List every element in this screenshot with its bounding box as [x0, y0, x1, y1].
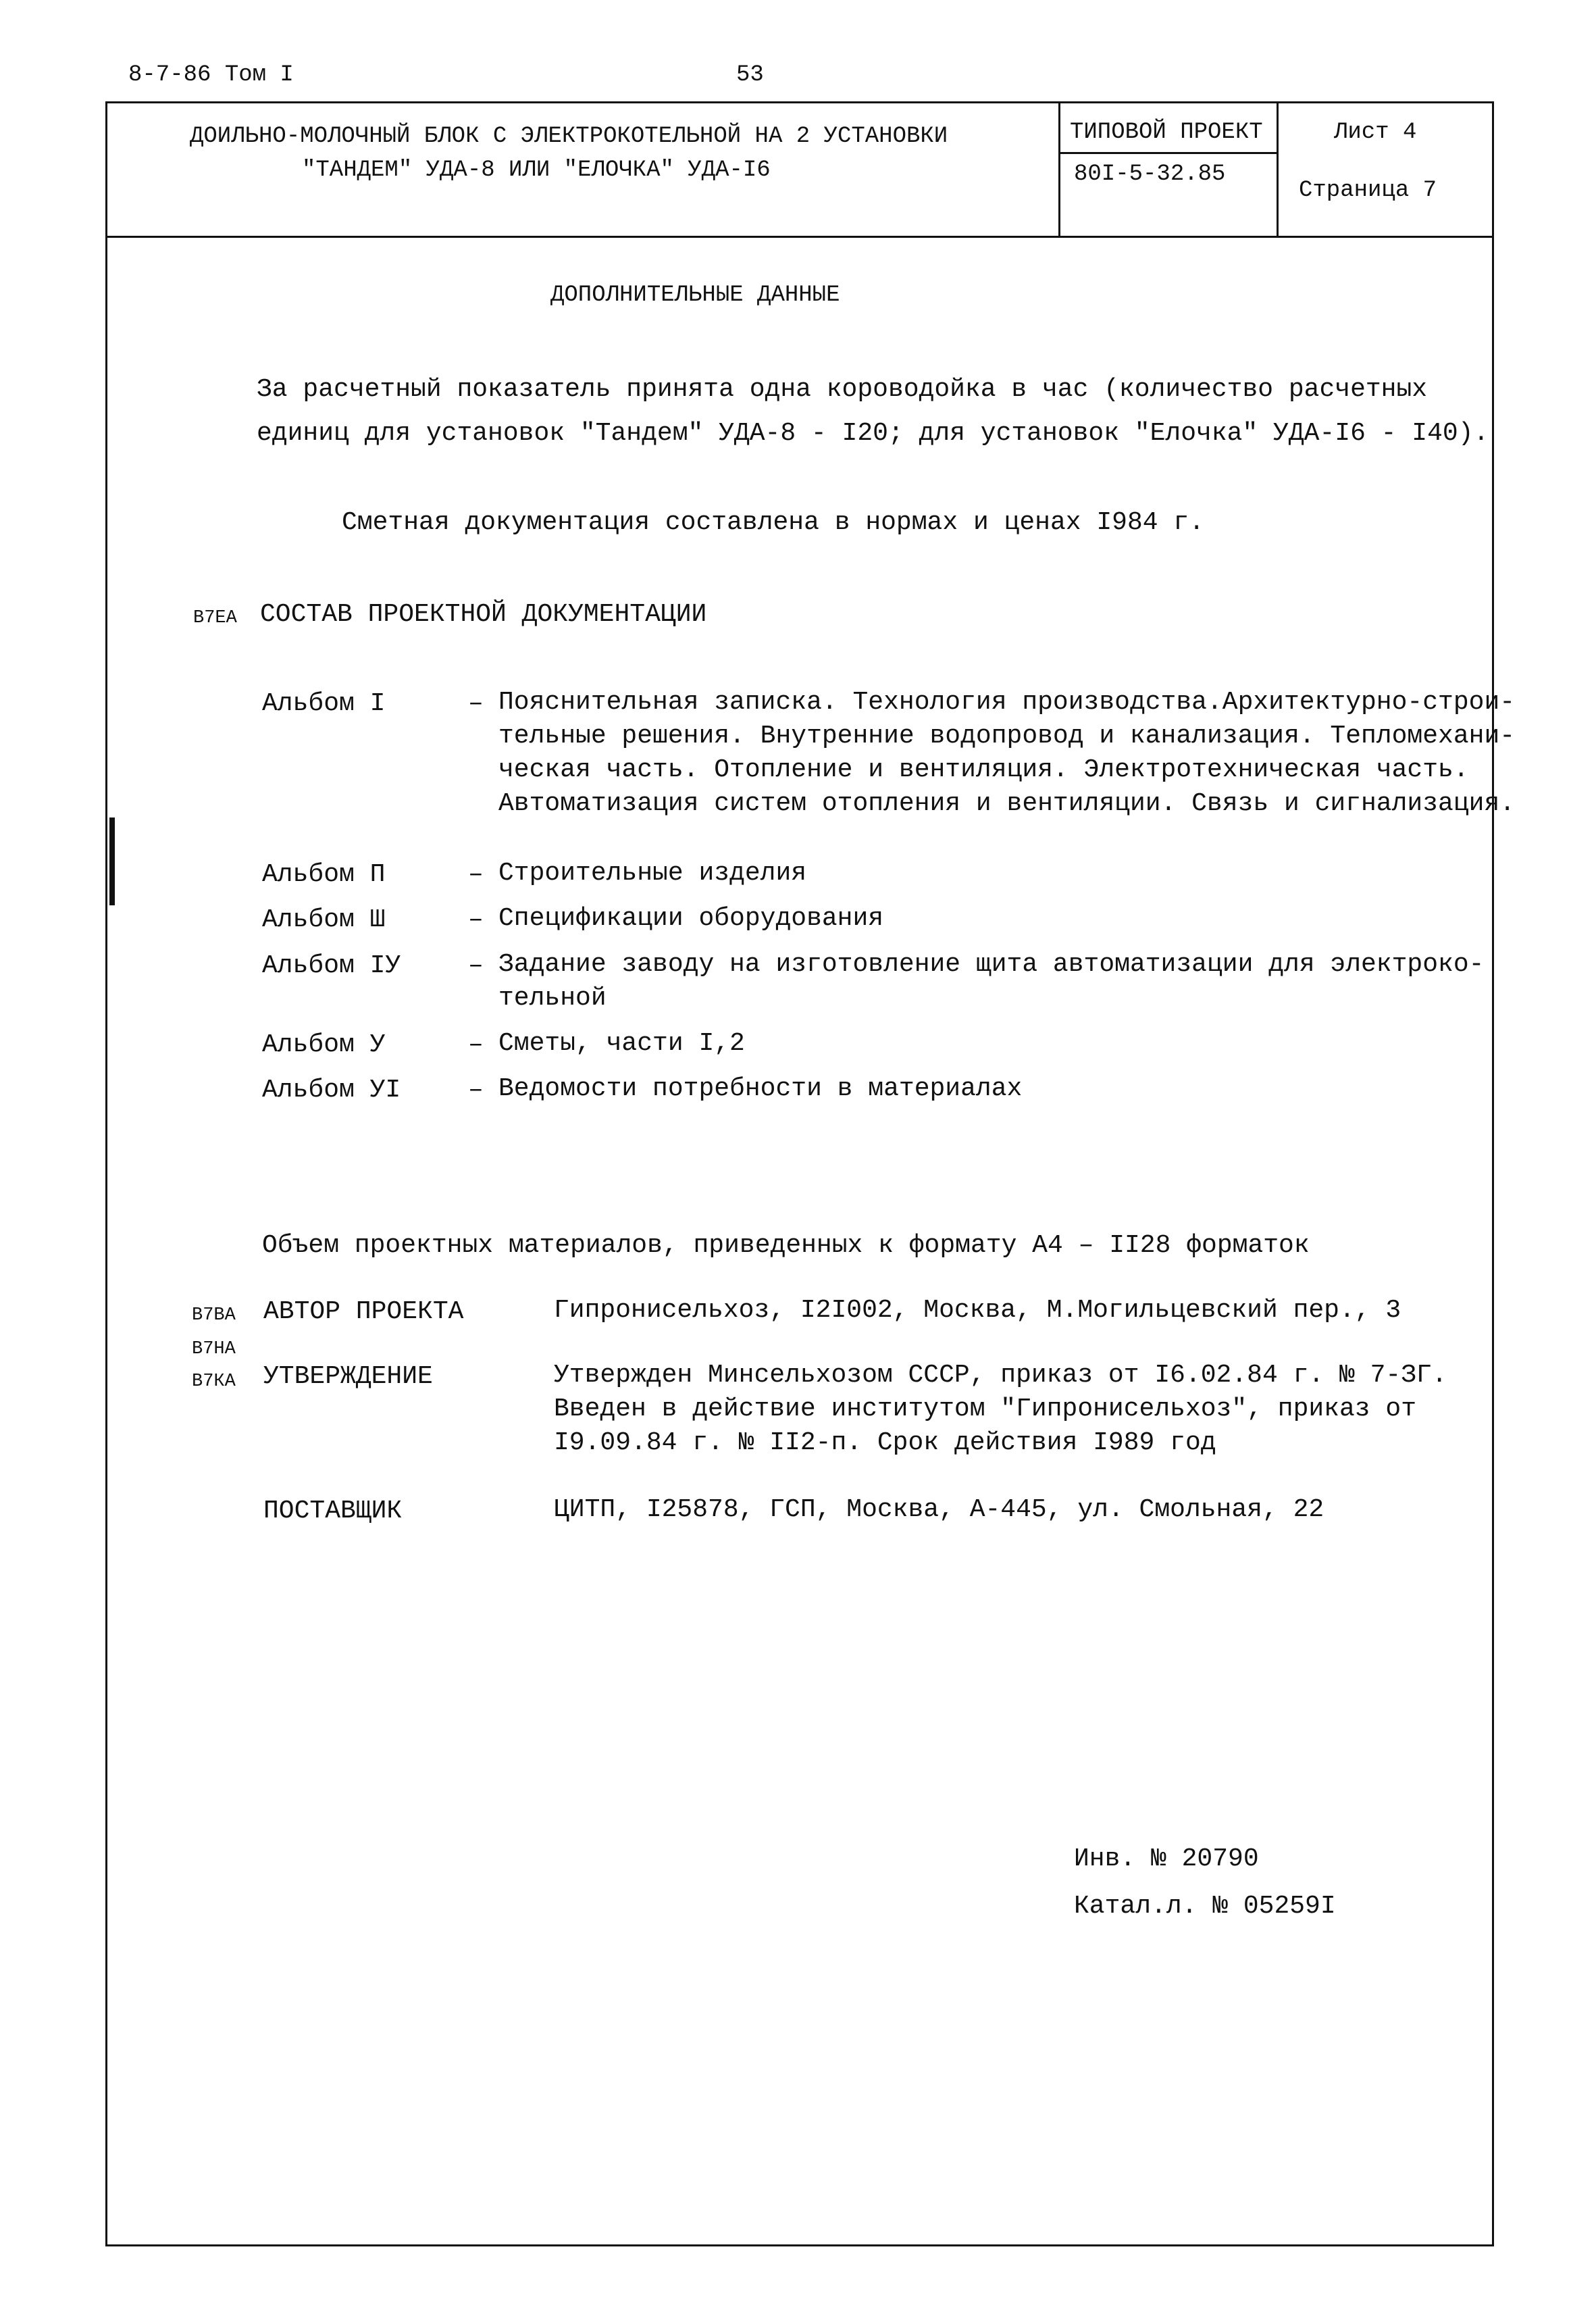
album-line: Автоматизация систем отопления и вентиляции. Связь и сигнализация. — [498, 789, 1516, 818]
paragraph-line: За расчетный показатель принята одна короводойка в час (количество расчетных — [257, 375, 1428, 404]
title-cell-project — [1060, 103, 1279, 236]
album-line: Ведомости потребности в материалах — [498, 1074, 1023, 1103]
author-label: АВТОР ПРОЕКТА — [263, 1297, 464, 1326]
album-name: Альбом Ш — [262, 905, 386, 934]
album-description — [498, 1072, 1022, 1106]
album-name: Альбом I — [262, 689, 386, 718]
album-dash: – — [468, 689, 484, 718]
estimate-note: Сметная документация составлена в нормах и ценах I984 г. — [342, 508, 1205, 537]
supplier-value: ЦИТП, I25878, ГСП, Москва, А-445, ул. Смольная, 22 — [554, 1495, 1324, 1524]
album-line: Задание заводу на изготовление щита автоматизации для электроко- — [498, 950, 1485, 979]
catalog-number: Катал.л. № 05259I — [1074, 1892, 1336, 1921]
album-line: ческая часть. Отопление и вентиляция. Электротехническая часть. — [498, 755, 1469, 784]
document-title-line-1: ДОИЛЬНО-МОЛОЧНЫЙ БЛОК С ЭЛЕКТРОКОТЕЛЬНОЙ НА 2 УСТАНОВКИ — [190, 124, 948, 149]
album-line: тельной — [498, 984, 607, 1013]
album-description — [498, 686, 1515, 821]
approval-line: Введен в действие институтом "Гипронисельхоз", приказ от — [554, 1394, 1417, 1424]
album-name: Альбом УI — [262, 1076, 401, 1105]
margin-mark — [109, 818, 115, 905]
approval-line: I9.09.84 г. № II2-п. Срок действия I989 год — [554, 1428, 1216, 1457]
album-dash: – — [468, 1076, 484, 1105]
album-dash: – — [468, 860, 484, 889]
album-line: Строительные изделия — [498, 859, 807, 888]
title-block — [105, 101, 1494, 238]
additional-data-heading: ДОПОЛНИТЕЛЬНЫЕ ДАННЫЕ — [550, 282, 840, 308]
inventory-number: Инв. № 20790 — [1074, 1844, 1259, 1873]
document-title-line-2: "ТАНДЕМ" УДА-8 ИЛИ "ЕЛОЧКА" УДА-I6 — [302, 157, 771, 183]
album-dash: – — [468, 951, 484, 980]
paragraph-line: единиц для установок "Тандем" УДА-8 - I20; для установок "Елочка" УДА-I6 - I40). — [257, 419, 1489, 448]
album-line: Сметы, части I,2 — [498, 1029, 745, 1058]
section-code: В7НА — [192, 1339, 236, 1359]
album-description — [498, 902, 883, 936]
section-code: В7ВА — [192, 1305, 236, 1326]
volume-line: Объем проектных материалов, приведенных к формату А4 – II28 форматок — [262, 1231, 1310, 1260]
title-cell-sheet — [1279, 103, 1492, 236]
album-name: Альбом IУ — [262, 951, 401, 980]
project-number: 80I-5-32.85 — [1074, 161, 1226, 187]
album-dash: – — [468, 905, 484, 934]
approval-value — [554, 1359, 1447, 1460]
sheet-number: Лист 4 — [1334, 120, 1417, 145]
album-dash: – — [468, 1030, 484, 1059]
album-line: Пояснительная записка. Технология производства.Архитектурно-строи- — [498, 688, 1516, 717]
album-description — [498, 948, 1484, 1015]
top-left-note: 8-7-86 Том I — [128, 62, 294, 88]
album-line: Спецификации оборудования — [498, 904, 884, 933]
composition-heading: СОСТАВ ПРОЕКТНОЙ ДОКУМЕНТАЦИИ — [260, 600, 707, 629]
title-cell-main — [107, 103, 1060, 236]
album-line: тельные решения. Внутренние водопровод и канализация. Тепломехани- — [498, 722, 1516, 751]
approval-line: Утвержден Минсельхозом СССР, приказ от I6.02.84 г. № 7-ЗГ. — [554, 1361, 1447, 1390]
cell-divider — [1060, 152, 1277, 154]
page-label: Страница 7 — [1299, 178, 1437, 203]
album-description — [498, 1027, 745, 1061]
page-number: 53 — [736, 62, 764, 88]
supplier-label: ПОСТАВЩИК — [263, 1496, 403, 1526]
section-code: В7КА — [192, 1372, 236, 1392]
album-name: Альбом П — [262, 860, 386, 889]
author-value: Гипронисельхоз, I2I002, Москва, М.Могильцевский пер., 3 — [554, 1296, 1401, 1325]
album-name: Альбом У — [262, 1030, 386, 1059]
project-label: ТИПОВОЙ ПРОЕКТ — [1070, 120, 1263, 145]
section-code: В7ЕА — [193, 608, 237, 628]
album-description — [498, 857, 806, 890]
approval-label: УТВЕРЖДЕНИЕ — [263, 1362, 433, 1391]
